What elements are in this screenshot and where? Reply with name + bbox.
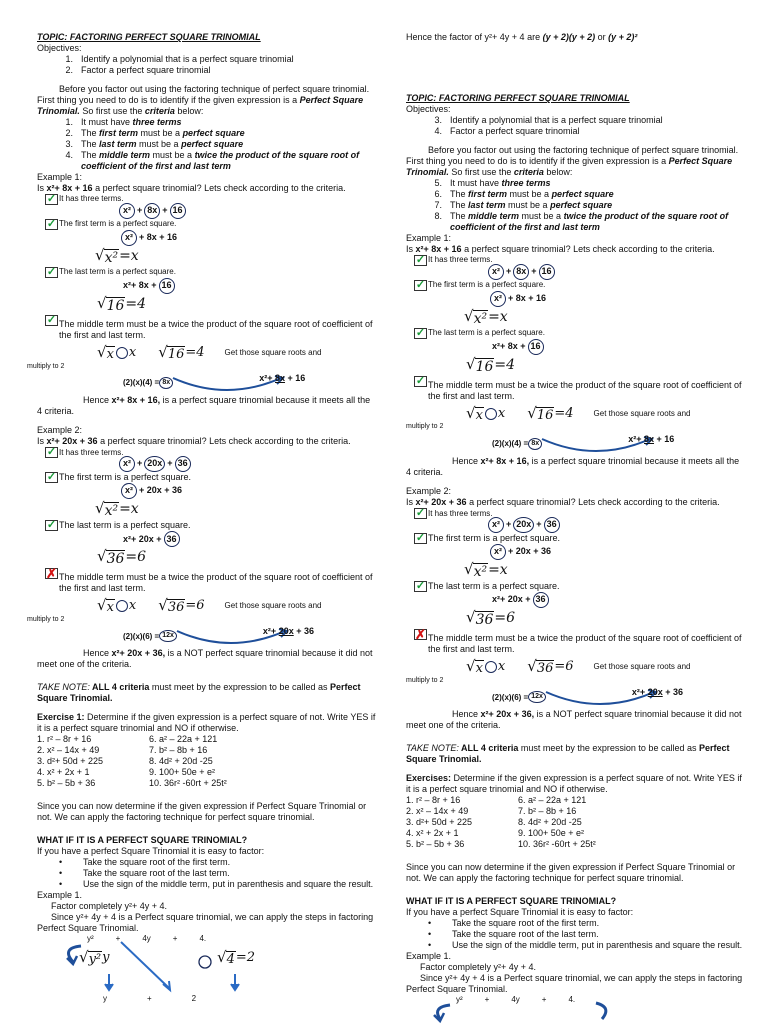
list-item: 2. x² – 14x + 49 — [406, 806, 469, 817]
factor-diagram — [37, 934, 377, 1008]
roots-row: √ x x √ 36 =6 Get those square roots and — [97, 596, 322, 616]
list-item: 3. d²+ 50d + 225 — [406, 817, 473, 828]
expression-last-circled: x²+ 8x + 16 — [492, 339, 746, 355]
expression-first-circled: x² + 20x + 36 — [121, 483, 377, 499]
expression-last-circled: x²+ 20x + 36 — [123, 531, 377, 547]
list-item: 10. 36r² -60rt + 25t² — [518, 839, 596, 850]
criterion-check-1: ✓ It has three terms. — [45, 447, 377, 458]
take-note: TAKE NOTE: ALL 4 criteria must meet by the expression to be called as Perfect Square Trinomial. — [37, 682, 361, 704]
criterion-check-4: ✗ The middle term must be a twice the product of the square root of coefficient of the first and last term. — [414, 629, 746, 655]
root-first-term: √ x² =x — [464, 306, 508, 327]
list-item: 4. x² + 2x + 1 — [37, 767, 90, 778]
multiply-row: (2)(x)(4) = 8x x²+ 8x + 16 — [123, 371, 377, 395]
criteria-list — [37, 117, 377, 172]
checkmark-icon — [45, 194, 58, 205]
root-last-term: √ 36 =6 — [97, 547, 147, 567]
criterion-check-4: ✓ The middle term must be a twice the product of the square root of coefficient of the first and last term. — [45, 315, 377, 341]
since-paragraph: Since you can now determine if the given expression if Perfect Square Trinomial or not. We can apply the factoring technique for perfect square trinomial. — [406, 862, 736, 883]
topic-title: TOPIC: FACTORING PERFECT SQUARE TRINOMIAL — [406, 92, 630, 103]
list-item: 1. r² – 8r + 16 — [37, 734, 92, 745]
root-first-term: √ x² =x — [464, 559, 508, 580]
criterion-check-3: ✓ The last term is a perfect square. — [414, 581, 746, 592]
list-item: 5. b² – 5b + 36 — [406, 839, 465, 850]
example-1-question: Is x²+ 8x + 16 a perfect square trinomial? Lets check according to the criteria. — [406, 243, 715, 254]
criterion-check-2: ✓ The first term is a perfect square. — [414, 280, 746, 291]
list-item: • Take the square root of the last term. — [428, 928, 599, 939]
criterion-check-3: ✓ The last term is a perfect square. — [45, 267, 377, 278]
list-item: • Take the square root of the first term. — [428, 917, 600, 928]
multiply-row: (2)(x)(6) = 12x x²+ 20x + 36 — [492, 685, 746, 709]
root-first-term: √ x² =x — [95, 245, 139, 266]
since-paragraph: Since you can now determine if the given expression if Perfect Square Trinomial or not. We can apply the factoring technique for perfect square trinomial. — [37, 801, 367, 823]
criterion-check-3: ✓ The last term is a perfect square. — [45, 520, 377, 531]
list-item: 3. The last term must be a perfect square — [65, 138, 244, 149]
checkmark-icon — [414, 255, 427, 266]
factor-result: Hence the factor of y²+ 4y + 4 are (y + 2)(y + 2) or (y + 2)² — [406, 32, 638, 42]
checkmark-icon — [414, 508, 427, 519]
example-2-label: Example 2: — [37, 424, 83, 435]
list-item: 8. 4d² + 20d -25 — [149, 756, 213, 767]
objectives-list — [37, 54, 377, 76]
objectives-label: Objectives: — [406, 103, 451, 114]
root-last-term: √ 16 =4 — [466, 354, 516, 375]
example-1-question: Is x²+ 8x + 16 a perfect square trinomial? Lets check according to the criteria. — [37, 182, 346, 193]
list-item: 6. a² – 22a + 121 — [518, 795, 587, 806]
criterion-check-2: ✓ The first term is a perfect square. — [414, 533, 746, 544]
cross-mark-icon — [414, 629, 427, 640]
list-item: • Take the square root of the first term. — [59, 856, 231, 867]
list-item: 4. Factor a perfect square trinomial — [434, 125, 580, 136]
expression-first-circled: x² + 8x + 16 — [490, 291, 746, 307]
expression-circled: x² + 20x + 36 — [488, 517, 746, 533]
list-item: 8. 4d² + 20d -25 — [518, 817, 582, 828]
example-1-conclusion: Hence x²+ 8x + 16, is a perfect square trinomial because it meets all the 4 criteria. — [406, 456, 740, 477]
example-3-label: Example 1. — [37, 889, 83, 900]
list-item: 6. The first term must be a perfect square — [434, 188, 614, 199]
expression-first-circled: x² + 8x + 16 — [121, 230, 377, 246]
multiply-row: (2)(x)(4) = 8x x²+ 8x + 16 — [492, 432, 746, 456]
multiply-note: multiply to 2 — [406, 423, 444, 431]
checkmark-icon — [45, 447, 58, 458]
exercise-list — [37, 734, 377, 789]
factor-intro: If you have a perfect Square Trinomial it is easy to factor: — [406, 906, 634, 917]
expression-circled: x² + 20x + 36 — [119, 456, 377, 472]
example-3-label: Example 1. — [406, 950, 452, 961]
topic-title: TOPIC: FACTORING PERFECT SQUARE TRINOMIAL — [37, 32, 261, 42]
example-2-question: Is x²+ 20x + 36 a perfect square trinomial? Lets check according to the criteria. — [37, 435, 351, 446]
checkmark-icon — [414, 581, 427, 592]
example-3-line-1: Factor completely y²+ 4y + 4. — [420, 961, 537, 972]
list-item: 4. x² + 2x + 1 — [406, 828, 459, 839]
checkmark-icon — [414, 533, 427, 544]
list-item: • Take the square root of the last term. — [59, 867, 230, 878]
example-1-label: Example 1: — [37, 171, 83, 182]
list-item: 7. b² – 8b + 16 — [149, 745, 208, 756]
root-last-term: √ 16 =4 — [97, 293, 147, 314]
list-item: 6. a² – 22a + 121 — [149, 734, 218, 745]
expression-last-circled: x²+ 20x + 36 — [492, 592, 746, 608]
objectives-list — [406, 115, 746, 137]
example-1-conclusion: Hence x²+ 8x + 16, is a perfect square trinomial because it meets all the 4 criteria. — [37, 395, 371, 417]
multiply-note: multiply to 2 — [27, 362, 65, 370]
criterion-check-4: ✗ The middle term must be a twice the product of the square root of coefficient of the first and last term. — [45, 568, 377, 594]
multiply-note: multiply to 2 — [27, 615, 65, 623]
list-item: 7. The last term must be a perfect square — [434, 199, 613, 210]
expression-circled: x² + 8x + 16 — [488, 264, 746, 280]
cross-mark-icon — [45, 568, 58, 579]
term-row: y² + 4y + 4. — [87, 933, 207, 943]
criterion-check-1: ✓ It has three terms. — [414, 255, 746, 266]
checkmark-icon — [45, 520, 58, 531]
list-item: 10. 36r² -60rt + 25t² — [149, 778, 227, 789]
list-item: 7. b² – 8b + 16 — [518, 806, 577, 817]
list-item: 3. d²+ 50d + 225 — [37, 756, 104, 767]
list-item: • Use the sign of the middle term, put in parenthesis and square the result. — [59, 878, 374, 889]
criteria-list — [406, 178, 746, 233]
expression-first-circled: x² + 20x + 36 — [490, 544, 746, 560]
example-3-line-1: Factor completely y²+ 4y + 4. — [51, 900, 168, 911]
section-heading: WHAT IF IT IS A PERFECT SQUARE TRINOMIAL? — [406, 895, 617, 906]
take-note: TAKE NOTE: ALL 4 criteria must meet by the expression to be called as Perfect Square Trinomial. — [406, 743, 730, 765]
expression-last-circled: x²+ 8x + 16 — [123, 278, 377, 294]
list-item: 1. r² – 8r + 16 — [406, 795, 461, 806]
multiply-note: multiply to 2 — [406, 676, 444, 684]
checkmark-icon — [414, 328, 427, 339]
example-2-label: Example 2: — [406, 485, 452, 496]
list-item: 8. The middle term must be a twice the product of the square root of coefficient of the first and last term — [434, 210, 729, 232]
roots-row: √ x x √ 16 =4 Get those square roots and — [97, 342, 322, 362]
list-item: 3. Identify a polynomial that is a perfect square trinomial — [434, 114, 663, 125]
list-item: 2. x² – 14x + 49 — [37, 745, 100, 756]
checkmark-icon — [45, 315, 58, 326]
criterion-check-1: ✓ It has three terms. — [414, 508, 746, 519]
root-last-term: √ 36 =6 — [466, 607, 516, 628]
exercise-instructions: Exercise 1: Determine if the given expression is a perfect square of not. Write YES if it is a perfect square trinomial and NO if otherwise. — [37, 712, 376, 734]
objectives-label: Objectives: — [37, 42, 82, 53]
list-item: 1. Identify a polynomial that is a perfect square trinomial — [65, 53, 294, 64]
checkmark-icon — [414, 280, 427, 291]
list-item: 4. The middle term must be a twice the product of the square root of coefficient of the first and last term — [65, 149, 360, 171]
checkmark-icon — [45, 267, 58, 278]
list-item: • Use the sign of the middle term, put in parenthesis and square the result. — [428, 939, 743, 950]
criterion-check-4: ✓ The middle term must be a twice the product of the square root of coefficient of the first and last term. — [414, 376, 746, 402]
section-heading: WHAT IF IT IS A PERFECT SQUARE TRINOMIAL? — [37, 835, 248, 845]
example-2-conclusion: Hence x²+ 20x + 36, is a NOT perfect square trinomial because it did not meet one of the criteria. — [37, 648, 373, 670]
root-y: √ y² y — [79, 947, 110, 967]
circle-icon — [116, 347, 128, 359]
intro-paragraph: Before you factor out using the factoring technique of perfect square trinomial. First thing you need to do is to identify if the given expression is a Perfect Square Trinomial. So first use the criteria below: — [406, 144, 739, 177]
list-item: 9. 100+ 50e + e² — [518, 828, 585, 839]
intro-paragraph: Before you factor out using the factoring technique of perfect square trinomial. First thing you need to do is to identify if the given expression is a Perfect Square Trinomial. So first use the criteria below: — [37, 83, 370, 116]
roots-row: √ x x √ 36 =6 Get those square roots and — [466, 656, 691, 676]
root-4: √ 4 =2 — [217, 947, 256, 967]
expression-circled: x² + 8x + 16 — [119, 203, 377, 219]
checkmark-icon — [45, 472, 58, 483]
roots-row: √ x x √ 16 =4 Get those square roots and — [466, 403, 691, 423]
exercise-list — [406, 795, 746, 850]
criterion-check-1: ✓ It has three terms. — [45, 194, 377, 205]
list-item: 2. The first term must be a perfect square — [65, 127, 245, 138]
criterion-check-2: ✓ The first term is a perfect square. — [45, 219, 377, 230]
circle-icon — [485, 661, 497, 673]
circle-icon — [485, 408, 497, 420]
example-3-line-2: Since y²+ 4y + 4 is a Perfect square trinomial, we can apply the steps in factoring Perfect Square Trinomial. — [406, 972, 743, 994]
factor-intro: If you have a perfect Square Trinomial it is easy to factor: — [37, 845, 265, 856]
list-item: 5. b² – 5b + 36 — [37, 778, 96, 789]
factor-diagram — [406, 995, 746, 1024]
criterion-check-3: ✓ The last term is a perfect square. — [414, 328, 746, 339]
root-first-term: √ x² =x — [95, 498, 139, 519]
list-item: 2. Factor a perfect square trinomial — [65, 64, 211, 75]
list-item: 9. 100+ 50e + e² — [149, 767, 216, 778]
checkmark-icon — [45, 219, 58, 230]
result-row: y + 2 — [103, 993, 197, 1003]
criterion-check-2: ✓ The first term is a perfect square. — [45, 472, 377, 483]
example-2-conclusion: Hence x²+ 20x + 36, is a NOT perfect square trinomial because it did not meet one of the criteria. — [406, 709, 742, 731]
checkmark-icon — [414, 376, 427, 387]
exercise-instructions: Exercises: Determine if the given expression is a perfect square of not. Write YES if it is a perfect square trinomial and NO if otherwise. — [406, 773, 742, 795]
left-column — [27, 32, 377, 1008]
term-row: y² + 4y + 4. — [456, 994, 576, 1004]
multiply-row: (2)(x)(6) = 12x x²+ 20x + 36 — [123, 624, 377, 648]
list-item: 1. It must have three terms — [65, 116, 182, 127]
example-1-label: Example 1: — [406, 232, 452, 243]
circle-icon — [116, 600, 128, 612]
example-3-line-2: Since y²+ 4y + 4 is a Perfect square trinomial, we can apply the steps in factoring Perfect Square Trinomial. — [37, 911, 374, 933]
example-2-question: Is x²+ 20x + 36 a perfect square trinomial? Lets check according to the criteria. — [406, 496, 720, 507]
list-item: 5. It must have three terms — [434, 177, 551, 188]
right-column — [406, 32, 746, 1024]
